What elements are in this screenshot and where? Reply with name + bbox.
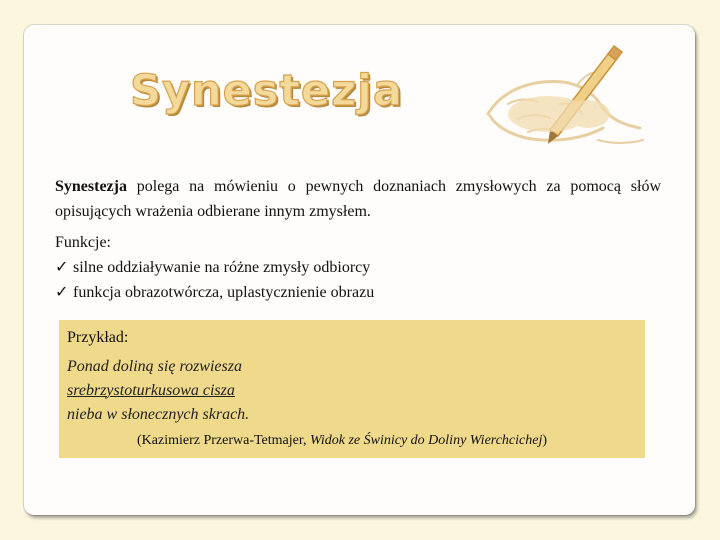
definition-term: Synestezja: [55, 178, 127, 195]
poem-line-highlighted: srebrzystoturkusowa cisza: [67, 382, 235, 399]
function-item: [55, 280, 661, 305]
functions-section: [55, 230, 661, 305]
hand-writing-pencil-icon: [468, 44, 648, 156]
poem-citation: [137, 433, 547, 449]
citation-title: Widok ze Świnicy do Doliny Wierchcichej: [309, 433, 543, 448]
example-box: [59, 320, 645, 458]
poem-line: Ponad doliną się rozwiesza: [67, 358, 242, 375]
function-item-text: silne oddziaływanie na różne zmysły odbiorcy: [73, 259, 371, 276]
poem-quote: [67, 355, 249, 427]
poem-line: nieba w słonecznych skrach.: [67, 406, 250, 423]
citation-author: (Kazimierz Przerwa-Tetmajer,: [137, 433, 310, 448]
function-item-text: funkcja obrazotwórcza, uplastycznienie obrazu: [73, 284, 375, 301]
function-item: [55, 255, 661, 280]
example-label: Przykład:: [67, 329, 129, 346]
checkmark-icon: ✓: [55, 284, 69, 301]
definition-text: polega na mówieniu o pewnych doznaniach zmysłowych za pomocą słów opisujących wrażenia odbierane innym zmysłem.: [55, 178, 661, 220]
checkmark-icon: ✓: [55, 259, 69, 276]
functions-label: Funkcje:: [55, 234, 111, 251]
citation-close: ): [542, 433, 548, 448]
definition-paragraph: [55, 174, 661, 224]
slide-title: Synestezja: [130, 66, 403, 116]
